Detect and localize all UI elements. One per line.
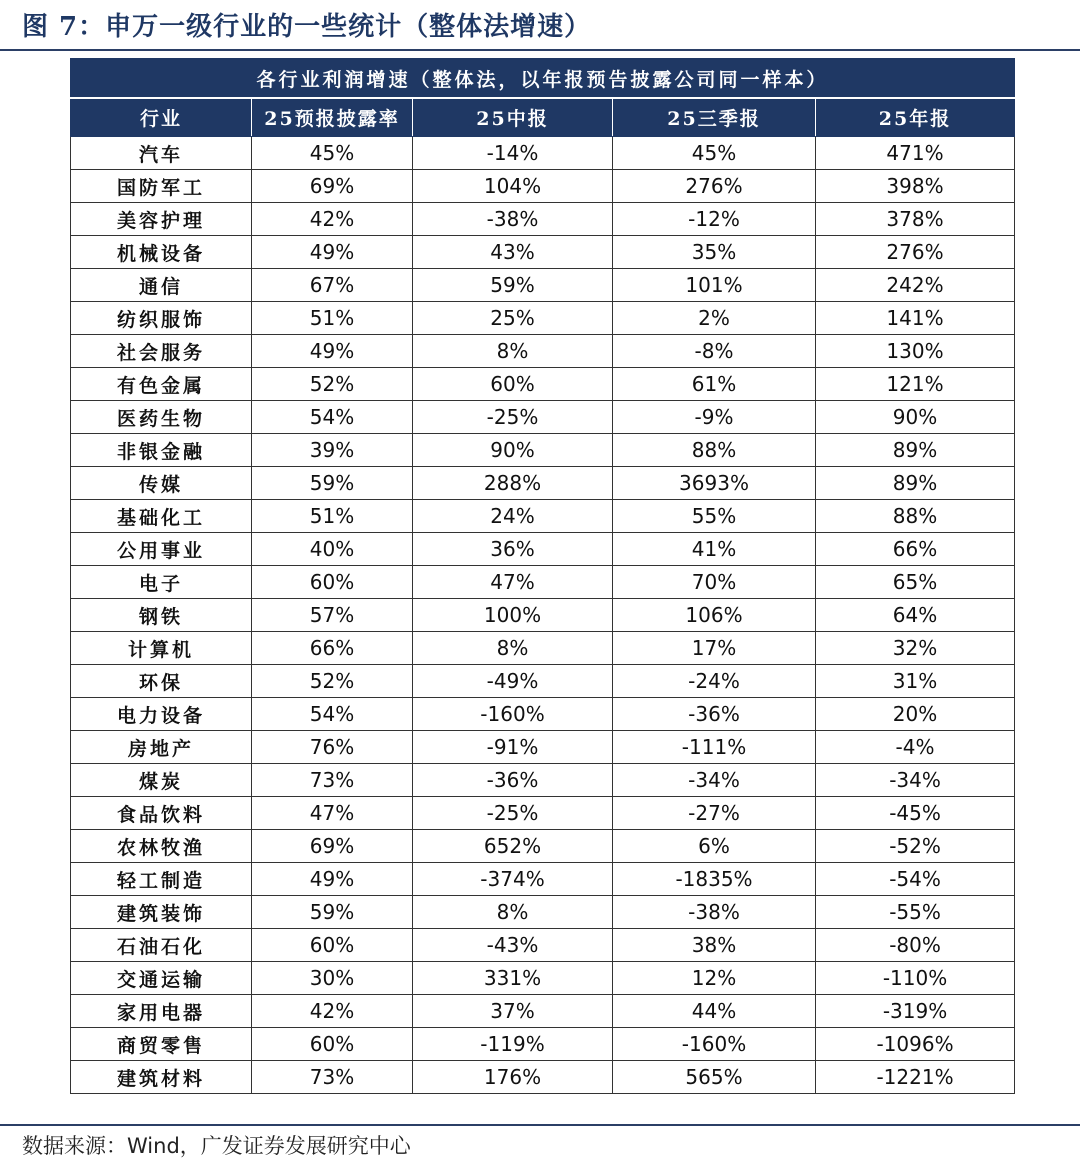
disclosure-rate-cell: 69% bbox=[252, 170, 413, 203]
table-header-row bbox=[71, 98, 1015, 137]
figure-title: 图 7：申万一级行业的一些统计（整体法增速） bbox=[22, 12, 592, 42]
table-row bbox=[71, 566, 1015, 599]
interim-cell: 104% bbox=[413, 170, 613, 203]
disclosure-rate-cell: 67% bbox=[252, 269, 413, 302]
interim-cell: 43% bbox=[413, 236, 613, 269]
q3-cell: 276% bbox=[613, 170, 816, 203]
annual-cell: 242% bbox=[816, 269, 1015, 302]
annual-cell: 32% bbox=[816, 632, 1015, 665]
table-row bbox=[71, 995, 1015, 1028]
interim-cell: 90% bbox=[413, 434, 613, 467]
annual-cell: -1221% bbox=[816, 1061, 1015, 1094]
disclosure-rate-cell: 60% bbox=[252, 1028, 413, 1061]
annual-cell: 130% bbox=[816, 335, 1015, 368]
annual-cell: 89% bbox=[816, 467, 1015, 500]
table-caption: 各行业利润增速（整体法，以年报预告披露公司同一样本） bbox=[71, 59, 1015, 99]
q3-cell: -36% bbox=[613, 698, 816, 731]
annual-cell: 65% bbox=[816, 566, 1015, 599]
disclosure-rate-cell: 60% bbox=[252, 566, 413, 599]
disclosure-rate-cell: 54% bbox=[252, 401, 413, 434]
header-interim: 25中报 bbox=[413, 98, 613, 137]
q3-cell: 12% bbox=[613, 962, 816, 995]
interim-cell: 8% bbox=[413, 632, 613, 665]
disclosure-rate-cell: 52% bbox=[252, 665, 413, 698]
table-row bbox=[71, 863, 1015, 896]
interim-cell: -14% bbox=[413, 137, 613, 170]
table-row bbox=[71, 401, 1015, 434]
q3-cell: 70% bbox=[613, 566, 816, 599]
interim-cell: 288% bbox=[413, 467, 613, 500]
disclosure-rate-cell: 40% bbox=[252, 533, 413, 566]
table-row bbox=[71, 434, 1015, 467]
header-disclosure-rate: 25预报披露率 bbox=[252, 98, 413, 137]
disclosure-rate-cell: 60% bbox=[252, 929, 413, 962]
annual-cell: -110% bbox=[816, 962, 1015, 995]
disclosure-rate-cell: 59% bbox=[252, 467, 413, 500]
interim-cell: 100% bbox=[413, 599, 613, 632]
table-row bbox=[71, 731, 1015, 764]
industry-cell: 通信 bbox=[71, 269, 252, 302]
interim-cell: 176% bbox=[413, 1061, 613, 1094]
industry-cell: 环保 bbox=[71, 665, 252, 698]
q3-cell: -12% bbox=[613, 203, 816, 236]
disclosure-rate-cell: 49% bbox=[252, 335, 413, 368]
industry-cell: 钢铁 bbox=[71, 599, 252, 632]
table-row bbox=[71, 137, 1015, 170]
q3-cell: -38% bbox=[613, 896, 816, 929]
industry-cell: 石油石化 bbox=[71, 929, 252, 962]
table-row bbox=[71, 797, 1015, 830]
interim-cell: 8% bbox=[413, 896, 613, 929]
table-row bbox=[71, 764, 1015, 797]
disclosure-rate-cell: 45% bbox=[252, 137, 413, 170]
q3-cell: 35% bbox=[613, 236, 816, 269]
table-row bbox=[71, 236, 1015, 269]
table-row bbox=[71, 203, 1015, 236]
annual-cell: -4% bbox=[816, 731, 1015, 764]
industry-cell: 机械设备 bbox=[71, 236, 252, 269]
annual-cell: -55% bbox=[816, 896, 1015, 929]
table-row bbox=[71, 1028, 1015, 1061]
annual-cell: -319% bbox=[816, 995, 1015, 1028]
q3-cell: 45% bbox=[613, 137, 816, 170]
disclosure-rate-cell: 47% bbox=[252, 797, 413, 830]
interim-cell: -36% bbox=[413, 764, 613, 797]
industry-profit-table bbox=[70, 58, 1015, 1094]
table-row bbox=[71, 500, 1015, 533]
q3-cell: 3693% bbox=[613, 467, 816, 500]
q3-cell: 565% bbox=[613, 1061, 816, 1094]
interim-cell: 60% bbox=[413, 368, 613, 401]
annual-cell: -80% bbox=[816, 929, 1015, 962]
table-row bbox=[71, 962, 1015, 995]
interim-cell: 59% bbox=[413, 269, 613, 302]
interim-cell: -43% bbox=[413, 929, 613, 962]
industry-cell: 纺织服饰 bbox=[71, 302, 252, 335]
industry-cell: 农林牧渔 bbox=[71, 830, 252, 863]
disclosure-rate-cell: 73% bbox=[252, 764, 413, 797]
annual-cell: 64% bbox=[816, 599, 1015, 632]
disclosure-rate-cell: 76% bbox=[252, 731, 413, 764]
table-row bbox=[71, 302, 1015, 335]
interim-cell: -49% bbox=[413, 665, 613, 698]
disclosure-rate-cell: 54% bbox=[252, 698, 413, 731]
q3-cell: 101% bbox=[613, 269, 816, 302]
disclosure-rate-cell: 57% bbox=[252, 599, 413, 632]
interim-cell: -38% bbox=[413, 203, 613, 236]
q3-cell: -8% bbox=[613, 335, 816, 368]
table-body bbox=[71, 137, 1015, 1094]
industry-cell: 医药生物 bbox=[71, 401, 252, 434]
industry-cell: 家用电器 bbox=[71, 995, 252, 1028]
table-row bbox=[71, 269, 1015, 302]
table-row bbox=[71, 929, 1015, 962]
interim-cell: 24% bbox=[413, 500, 613, 533]
table-row bbox=[71, 665, 1015, 698]
annual-cell: 20% bbox=[816, 698, 1015, 731]
annual-cell: 66% bbox=[816, 533, 1015, 566]
table-row bbox=[71, 170, 1015, 203]
annual-cell: 89% bbox=[816, 434, 1015, 467]
q3-cell: -34% bbox=[613, 764, 816, 797]
q3-cell: 38% bbox=[613, 929, 816, 962]
industry-cell: 传媒 bbox=[71, 467, 252, 500]
interim-cell: 8% bbox=[413, 335, 613, 368]
interim-cell: -25% bbox=[413, 401, 613, 434]
table-row bbox=[71, 698, 1015, 731]
industry-cell: 美容护理 bbox=[71, 203, 252, 236]
disclosure-rate-cell: 30% bbox=[252, 962, 413, 995]
interim-cell: 37% bbox=[413, 995, 613, 1028]
disclosure-rate-cell: 42% bbox=[252, 203, 413, 236]
interim-cell: 331% bbox=[413, 962, 613, 995]
industry-cell: 汽车 bbox=[71, 137, 252, 170]
top-rule bbox=[0, 49, 1080, 51]
annual-cell: -1096% bbox=[816, 1028, 1015, 1061]
interim-cell: -91% bbox=[413, 731, 613, 764]
table-row bbox=[71, 467, 1015, 500]
industry-cell: 电力设备 bbox=[71, 698, 252, 731]
table-row bbox=[71, 599, 1015, 632]
q3-cell: 17% bbox=[613, 632, 816, 665]
table-row bbox=[71, 368, 1015, 401]
industry-cell: 房地产 bbox=[71, 731, 252, 764]
interim-cell: -374% bbox=[413, 863, 613, 896]
q3-cell: 88% bbox=[613, 434, 816, 467]
annual-cell: 31% bbox=[816, 665, 1015, 698]
q3-cell: 44% bbox=[613, 995, 816, 1028]
interim-cell: 47% bbox=[413, 566, 613, 599]
table-row bbox=[71, 335, 1015, 368]
annual-cell: 471% bbox=[816, 137, 1015, 170]
disclosure-rate-cell: 51% bbox=[252, 302, 413, 335]
disclosure-rate-cell: 39% bbox=[252, 434, 413, 467]
q3-cell: 6% bbox=[613, 830, 816, 863]
industry-cell: 社会服务 bbox=[71, 335, 252, 368]
annual-cell: 398% bbox=[816, 170, 1015, 203]
q3-cell: -160% bbox=[613, 1028, 816, 1061]
disclosure-rate-cell: 69% bbox=[252, 830, 413, 863]
disclosure-rate-cell: 73% bbox=[252, 1061, 413, 1094]
q3-cell: 2% bbox=[613, 302, 816, 335]
q3-cell: -111% bbox=[613, 731, 816, 764]
annual-cell: 121% bbox=[816, 368, 1015, 401]
industry-cell: 基础化工 bbox=[71, 500, 252, 533]
header-q3: 25三季报 bbox=[613, 98, 816, 137]
source-note: 数据来源：Wind，广发证券发展研究中心 bbox=[22, 1134, 411, 1158]
disclosure-rate-cell: 59% bbox=[252, 896, 413, 929]
industry-cell: 建筑材料 bbox=[71, 1061, 252, 1094]
industry-cell: 有色金属 bbox=[71, 368, 252, 401]
header-industry: 行业 bbox=[71, 98, 252, 137]
interim-cell: 25% bbox=[413, 302, 613, 335]
interim-cell: 36% bbox=[413, 533, 613, 566]
industry-cell: 商贸零售 bbox=[71, 1028, 252, 1061]
industry-cell: 计算机 bbox=[71, 632, 252, 665]
q3-cell: 106% bbox=[613, 599, 816, 632]
q3-cell: -24% bbox=[613, 665, 816, 698]
industry-cell: 国防军工 bbox=[71, 170, 252, 203]
disclosure-rate-cell: 49% bbox=[252, 863, 413, 896]
industry-cell: 公用事业 bbox=[71, 533, 252, 566]
annual-cell: 88% bbox=[816, 500, 1015, 533]
disclosure-rate-cell: 42% bbox=[252, 995, 413, 1028]
industry-cell: 轻工制造 bbox=[71, 863, 252, 896]
industry-cell: 食品饮料 bbox=[71, 797, 252, 830]
q3-cell: 55% bbox=[613, 500, 816, 533]
annual-cell: 90% bbox=[816, 401, 1015, 434]
header-annual: 25年报 bbox=[816, 98, 1015, 137]
disclosure-rate-cell: 52% bbox=[252, 368, 413, 401]
industry-cell: 建筑装饰 bbox=[71, 896, 252, 929]
annual-cell: 141% bbox=[816, 302, 1015, 335]
disclosure-rate-cell: 66% bbox=[252, 632, 413, 665]
annual-cell: 276% bbox=[816, 236, 1015, 269]
interim-cell: -119% bbox=[413, 1028, 613, 1061]
q3-cell: 61% bbox=[613, 368, 816, 401]
q3-cell: 41% bbox=[613, 533, 816, 566]
table-row bbox=[71, 896, 1015, 929]
annual-cell: 378% bbox=[816, 203, 1015, 236]
q3-cell: -27% bbox=[613, 797, 816, 830]
table-row bbox=[71, 1061, 1015, 1094]
interim-cell: -160% bbox=[413, 698, 613, 731]
table-caption-row bbox=[71, 59, 1015, 99]
industry-cell: 非银金融 bbox=[71, 434, 252, 467]
industry-cell: 电子 bbox=[71, 566, 252, 599]
q3-cell: -1835% bbox=[613, 863, 816, 896]
annual-cell: -54% bbox=[816, 863, 1015, 896]
annual-cell: -52% bbox=[816, 830, 1015, 863]
annual-cell: -45% bbox=[816, 797, 1015, 830]
disclosure-rate-cell: 51% bbox=[252, 500, 413, 533]
table-row bbox=[71, 533, 1015, 566]
q3-cell: -9% bbox=[613, 401, 816, 434]
annual-cell: -34% bbox=[816, 764, 1015, 797]
disclosure-rate-cell: 49% bbox=[252, 236, 413, 269]
table-row bbox=[71, 830, 1015, 863]
interim-cell: -25% bbox=[413, 797, 613, 830]
table-row bbox=[71, 632, 1015, 665]
interim-cell: 652% bbox=[413, 830, 613, 863]
industry-cell: 煤炭 bbox=[71, 764, 252, 797]
bottom-rule bbox=[0, 1124, 1080, 1126]
industry-cell: 交通运输 bbox=[71, 962, 252, 995]
